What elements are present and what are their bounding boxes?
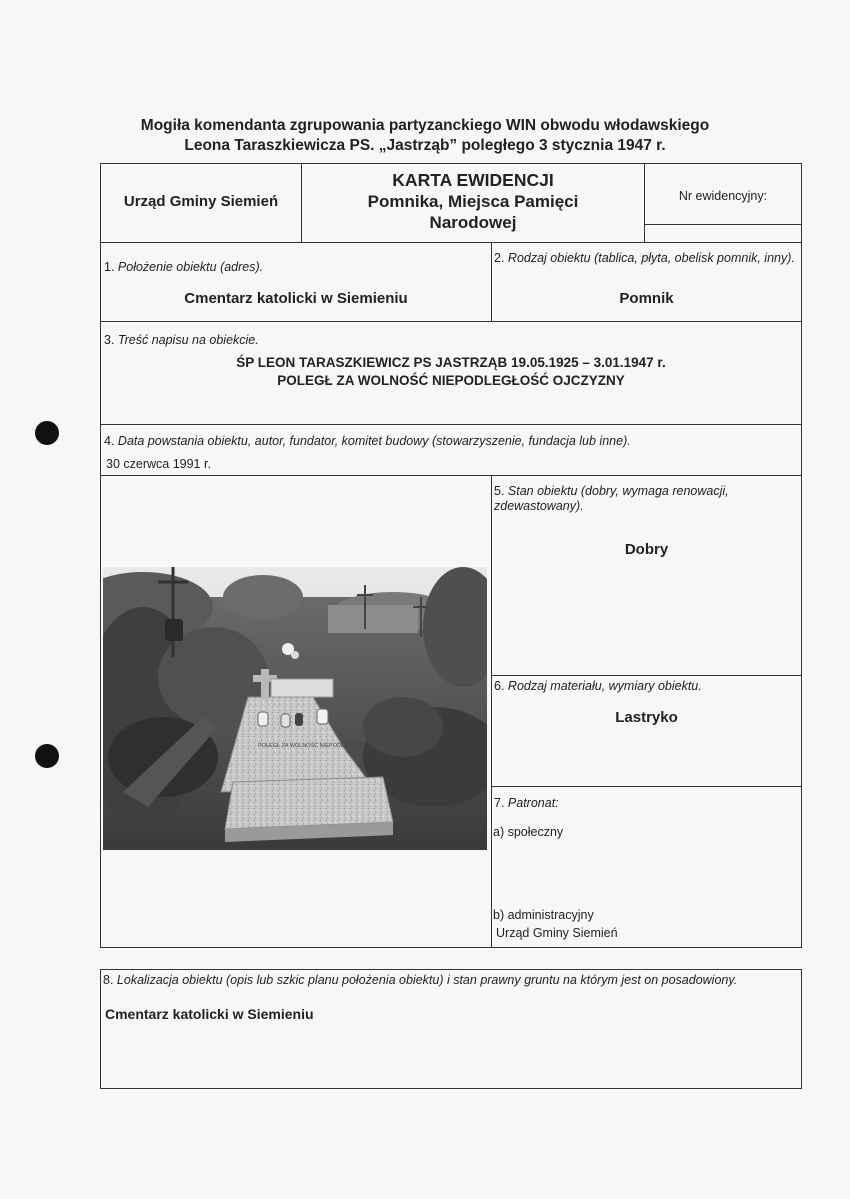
section-4-label: Data powstania obiektu, autor, fundator, komitet budowy (stowarzyszenie, fundacja lub inne). (114, 434, 631, 448)
inscription-line-2: POLEGŁ ZA WOLNOŚĆ NIEPODLEGŁOŚĆ OJCZYZNY (277, 373, 625, 388)
section-5-number: 5. (494, 484, 505, 498)
section-1-value: Cmentarz katolicki w Siemieniu (184, 290, 408, 307)
document-title-line-1: Mogiła komendanta zgrupowania partyzanckiego WIN obwodu włodawskiego (140, 117, 710, 134)
section-7-patronage (491, 786, 802, 948)
section-6-label: Rodzaj materiału, wymiary obiektu. (504, 679, 702, 693)
registry-number-cell (644, 163, 802, 243)
patronage-administrative-value: Urząd Gminy Siemień (496, 926, 618, 940)
section-6-value: Lastryko (615, 709, 678, 726)
punch-hole-bottom (35, 744, 59, 768)
section-2-value: Pomnik (619, 290, 674, 307)
section-3-inscription (100, 321, 802, 425)
section-8-number: 8. (103, 973, 114, 987)
card-title-cell (301, 163, 645, 243)
section-1-location (100, 242, 492, 322)
card-title-3: Narodowej (429, 213, 517, 232)
section-7-label: Patronat: (504, 796, 559, 810)
document-title-line-2: Leona Taraszkiewicza PS. „Jastrząb” poległego 3 stycznia 1947 r. (184, 137, 666, 154)
section-1-label: Położenie obiektu (adres). (114, 260, 264, 274)
section-3-label: Treść napisu na obiekcie. (114, 333, 259, 347)
section-6-material (491, 675, 802, 787)
section-5-label: Stan obiektu (dobry, wymaga renowacji, zdewastowany). (494, 484, 729, 513)
section-2-number: 2. (494, 251, 505, 265)
section-4-value: 30 czerwca 1991 r. (106, 457, 211, 471)
section-5-value: Dobry (624, 541, 669, 558)
section-8-localization (100, 969, 802, 1089)
section-2-object-type (491, 242, 802, 322)
section-4-number: 4. (104, 434, 115, 448)
section-4-creation-date (100, 424, 802, 476)
office-name: Urząd Gminy Siemień (123, 193, 279, 210)
inscription-line-1: ŚP LEON TARASZKIEWICZ PS JASTRZĄB 19.05.1925 – 3.01.1947 r. (236, 355, 666, 370)
section-1-number: 1. (104, 260, 115, 274)
card-title-1: KARTA EWIDENCJI (392, 170, 554, 190)
section-6-number: 6. (494, 679, 505, 693)
section-3-number: 3. (104, 333, 115, 347)
patronage-administrative: b) administracyjny (493, 908, 594, 922)
section-7-number: 7. (494, 796, 505, 810)
card-title-2: Pomnika, Miejsca Pamięci (367, 192, 579, 211)
office-cell (100, 163, 302, 243)
registry-number-field[interactable] (645, 224, 801, 244)
registry-number-label: Nr ewidencyjny: (678, 189, 768, 203)
section-5-condition (491, 475, 802, 676)
section-8-label: Lokalizacja obiektu (opis lub szkic planu położenia obiektu) i stan prawny gruntu na którym jest on posadowiony. (113, 973, 738, 987)
punch-hole-top (35, 421, 59, 445)
grave-photo (103, 567, 487, 850)
photo-cell (100, 475, 492, 948)
section-2-label: Rodzaj obiektu (tablica, płyta, obelisk pomnik, inny). (504, 251, 795, 265)
section-8-value: Cmentarz katolicki w Siemieniu (105, 1006, 314, 1022)
photo-plaque-inscription: POLEGŁ ZA WOLNOŚĆ NIEPODLEGŁOŚĆ OJCZYZNY (258, 743, 398, 749)
patronage-social: a) społeczny (493, 825, 564, 839)
